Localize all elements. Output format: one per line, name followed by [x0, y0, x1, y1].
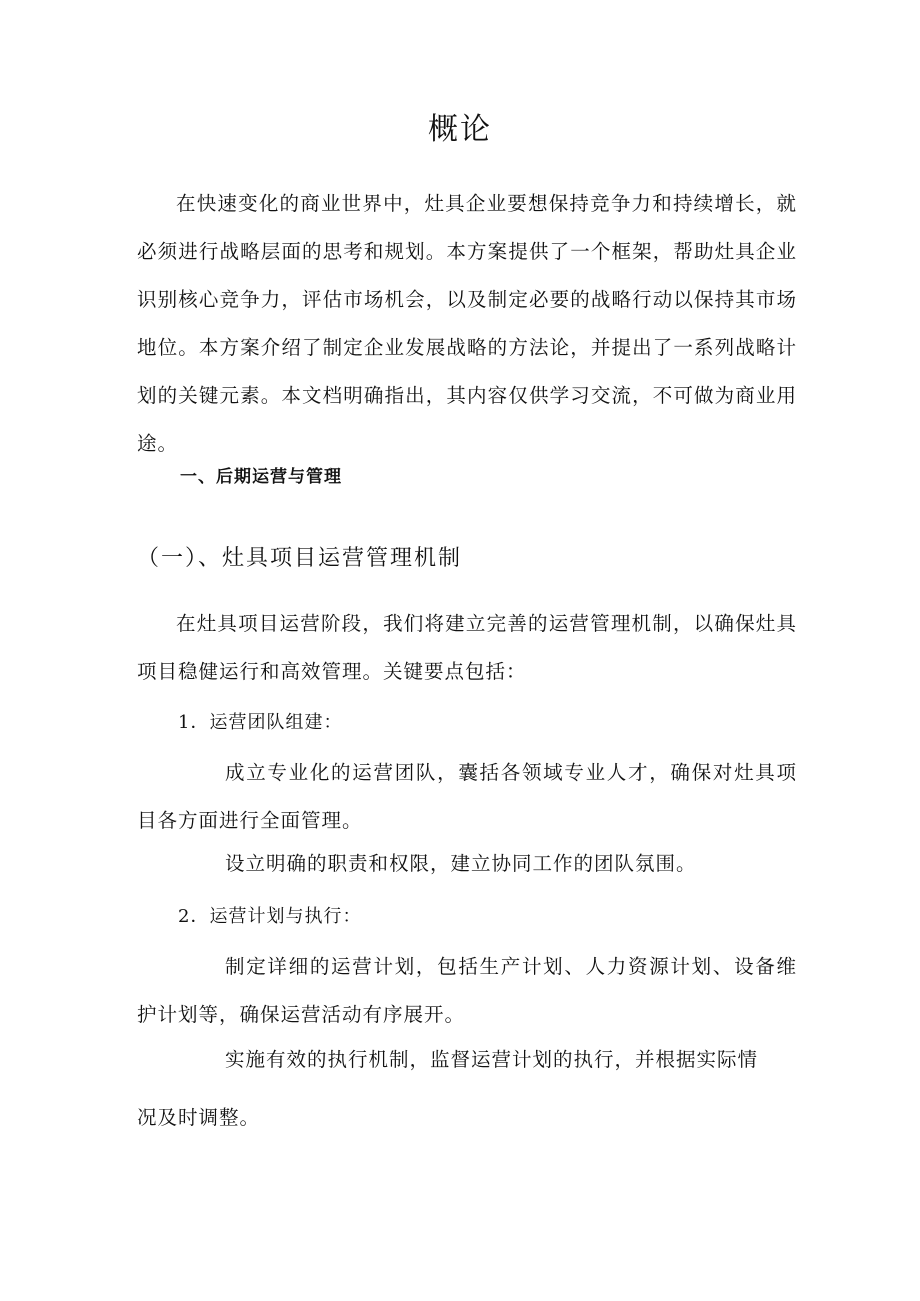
list-item-point: 制定详细的运营计划，包括生产计划、人力资源计划、设备维护计划等，确保运营活动有序展开。	[137, 955, 797, 1026]
list-item-point-line: 况及时调整。	[137, 1106, 261, 1129]
list-item-point	[137, 1036, 797, 1142]
subsection-heading: （一）、灶具项目运营管理机制	[137, 546, 463, 571]
list-item-label: 2．运营计划与执行：	[178, 906, 362, 927]
list-item-point: 成立专业化的运营团队，囊括各领域专业人才，确保对灶具项目各方面进行全面管理。	[137, 761, 797, 832]
intro-paragraph: 在快速变化的商业世界中，灶具企业要想保持竞争力和持续增长，就必须进行战略层面的思考和规划。本方案提供了一个框架，帮助灶具企业识别核心竞争力，评估市场机会，以及制定必要的战略行动以保持其市场地位。本方案介绍了制定企业发展战略的方法论，并提出了一系列战略计划的关键元素。本文档明确指出，其内容仅供学习交流，不可做为商业用途。	[137, 192, 797, 455]
list-item-point: 设立明确的职责和权限，建立协同工作的团队氛围。	[225, 852, 697, 875]
page-title: 概论	[428, 112, 492, 147]
list-item-point-line: 实施有效的执行机制，监督运营计划的执行，并根据实际情	[225, 1048, 759, 1071]
section-heading: 一、后期运营与管理	[180, 467, 342, 487]
subsection-intro-paragraph: 在灶具项目运营阶段，我们将建立完善的运营管理机制，以确保灶具项目稳健运行和高效管理。关键要点包括：	[137, 612, 797, 683]
list-item-label: 1．运营团队组建：	[178, 712, 343, 733]
